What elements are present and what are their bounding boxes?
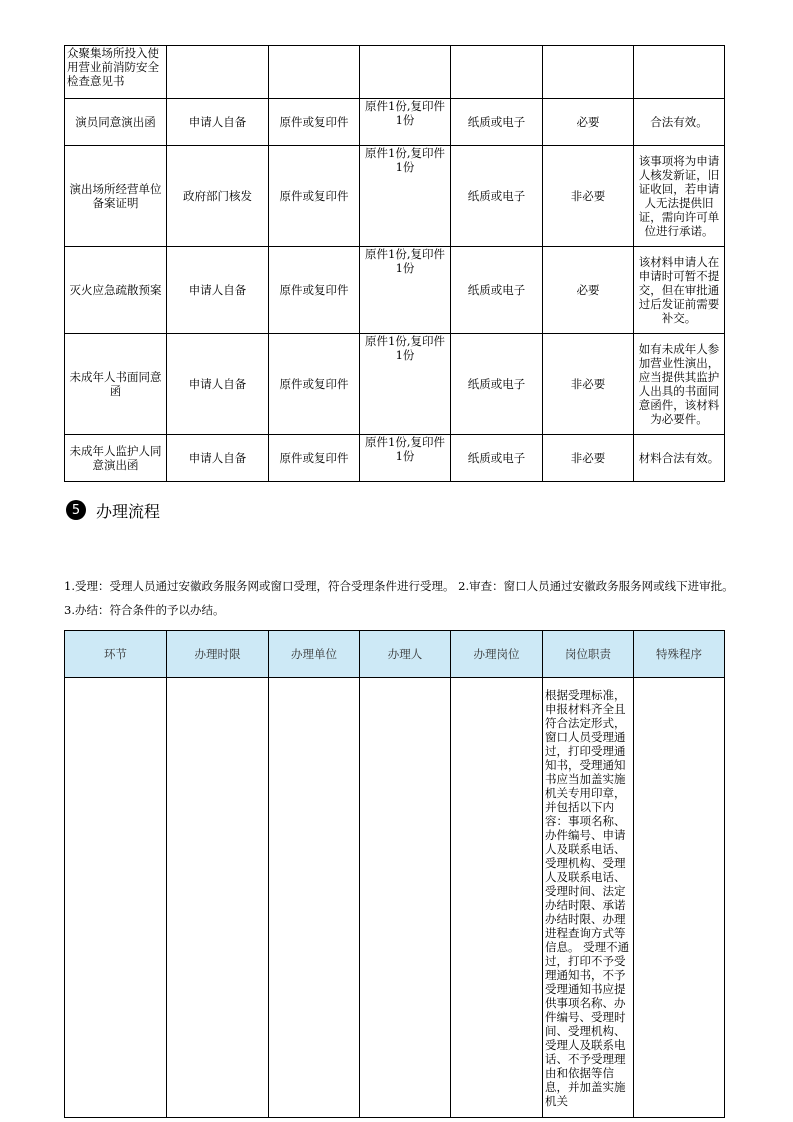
material-required-cell: 非必要 [543, 146, 634, 247]
material-required-cell: 非必要 [543, 435, 634, 482]
material-name-cell: 未成年人监护人同意演出函 [65, 435, 167, 482]
material-note-cell: 该事项将为申请人核发新证，旧证收回，若申请人无法提供旧证，需向许可单位进行承诺。 [634, 146, 725, 247]
material-row [65, 435, 725, 482]
material-row [65, 334, 725, 435]
section-heading [66, 498, 160, 522]
material-medium-cell: 纸质或电子 [451, 247, 543, 334]
material-form-cell [269, 46, 360, 99]
material-copies-cell: 原件1份,复印件1份 [360, 435, 451, 482]
process-row [65, 678, 725, 1118]
process-header-cell: 特殊程序 [634, 631, 725, 678]
material-copies-cell: 原件1份,复印件1份 [360, 247, 451, 334]
material-required-cell: 非必要 [543, 334, 634, 435]
section-title: 办理流程 [96, 501, 161, 521]
process-duty-cell: 根据受理标准，申报材料齐全且符合法定形式，窗口人员受理通过，打印受理通知书，受理通知书应当加盖实施机关专用印章，并包括以下内容：事项名称、办件编号、申请人及联系电话、受理机构、受理人及联系电话、受理时间、法定办结时限、承诺办结时限、办理进程查询方式等信息。 受理不通过，打印不予受理通知书，不予受理通知书应提供事项名称、办件编号、受理时间、受理机构、受理人及联系电话、不予受理理由和依据等信息，并加盖实施机关 [543, 678, 634, 1118]
material-medium-cell: 纸质或电子 [451, 146, 543, 247]
material-form-cell: 原件或复印件 [269, 99, 360, 146]
flow-description: 1.受理：受理人员通过安徽政务服务网或窗口受理，符合受理条件进行受理。 2.审查：窗口人员通过安徽政务服务网或线下进审批。 3.办结：符合条件的予以办结。 [64, 579, 734, 617]
material-form-cell: 原件或复印件 [269, 247, 360, 334]
material-medium-cell [451, 46, 543, 99]
materials-body [65, 46, 725, 482]
material-note-cell: 该材料申请人在申请时可暂不提交，但在审批通过后发证前需要补交。 [634, 247, 725, 334]
material-medium-cell: 纸质或电子 [451, 99, 543, 146]
material-copies-cell: 原件1份,复印件1份 [360, 99, 451, 146]
process-header-row [65, 631, 725, 678]
material-source-cell: 政府部门核发 [167, 146, 269, 247]
process-header-cell: 办理岗位 [451, 631, 543, 678]
material-copies-cell: 原件1份,复印件1份 [360, 146, 451, 247]
process-time_limit-cell [167, 678, 269, 1118]
material-required-cell [543, 46, 634, 99]
process-unit-cell [269, 678, 360, 1118]
material-source-cell [167, 46, 269, 99]
material-name-cell: 未成年人书面同意函 [65, 334, 167, 435]
material-row [65, 46, 725, 99]
material-medium-cell: 纸质或电子 [451, 435, 543, 482]
material-row [65, 146, 725, 247]
process-header-cell: 办理单位 [269, 631, 360, 678]
material-copies-cell [360, 46, 451, 99]
material-source-cell: 申请人自备 [167, 247, 269, 334]
material-name-cell: 演出场所经营单位备案证明 [65, 146, 167, 247]
material-note-cell [634, 46, 725, 99]
material-source-cell: 申请人自备 [167, 99, 269, 146]
material-source-cell: 申请人自备 [167, 334, 269, 435]
material-copies-cell: 原件1份,复印件1份 [360, 334, 451, 435]
material-form-cell: 原件或复印件 [269, 334, 360, 435]
process-header-cell: 办理人 [360, 631, 451, 678]
process-header-cell: 环节 [65, 631, 167, 678]
material-note-cell: 合法有效。 [634, 99, 725, 146]
material-source-cell: 申请人自备 [167, 435, 269, 482]
process-header-cell: 岗位职责 [543, 631, 634, 678]
material-note-cell: 材料合法有效。 [634, 435, 725, 482]
material-medium-cell: 纸质或电子 [451, 334, 543, 435]
process-header-cell: 办理时限 [167, 631, 269, 678]
material-name-cell: 演员同意演出函 [65, 99, 167, 146]
materials-table [64, 45, 725, 482]
process-post-cell [451, 678, 543, 1118]
material-name-cell: 灭火应急疏散预案 [65, 247, 167, 334]
process-handler-cell [360, 678, 451, 1118]
material-form-cell: 原件或复印件 [269, 146, 360, 247]
process-table [64, 630, 725, 1118]
process-body [65, 678, 725, 1118]
material-note-cell: 如有未成年人参加营业性演出，应当提供其监护人出具的书面同意函件，该材料为必要件。 [634, 334, 725, 435]
material-required-cell: 必要 [543, 99, 634, 146]
material-form-cell: 原件或复印件 [269, 435, 360, 482]
material-row [65, 99, 725, 146]
section-number-badge: 5 [66, 500, 86, 520]
material-row [65, 247, 725, 334]
process-stage-cell [65, 678, 167, 1118]
material-name-cell: 众聚集场所投入使用营业前消防安全检查意见书 [65, 46, 167, 99]
material-required-cell: 必要 [543, 247, 634, 334]
process-special-cell [634, 678, 725, 1118]
